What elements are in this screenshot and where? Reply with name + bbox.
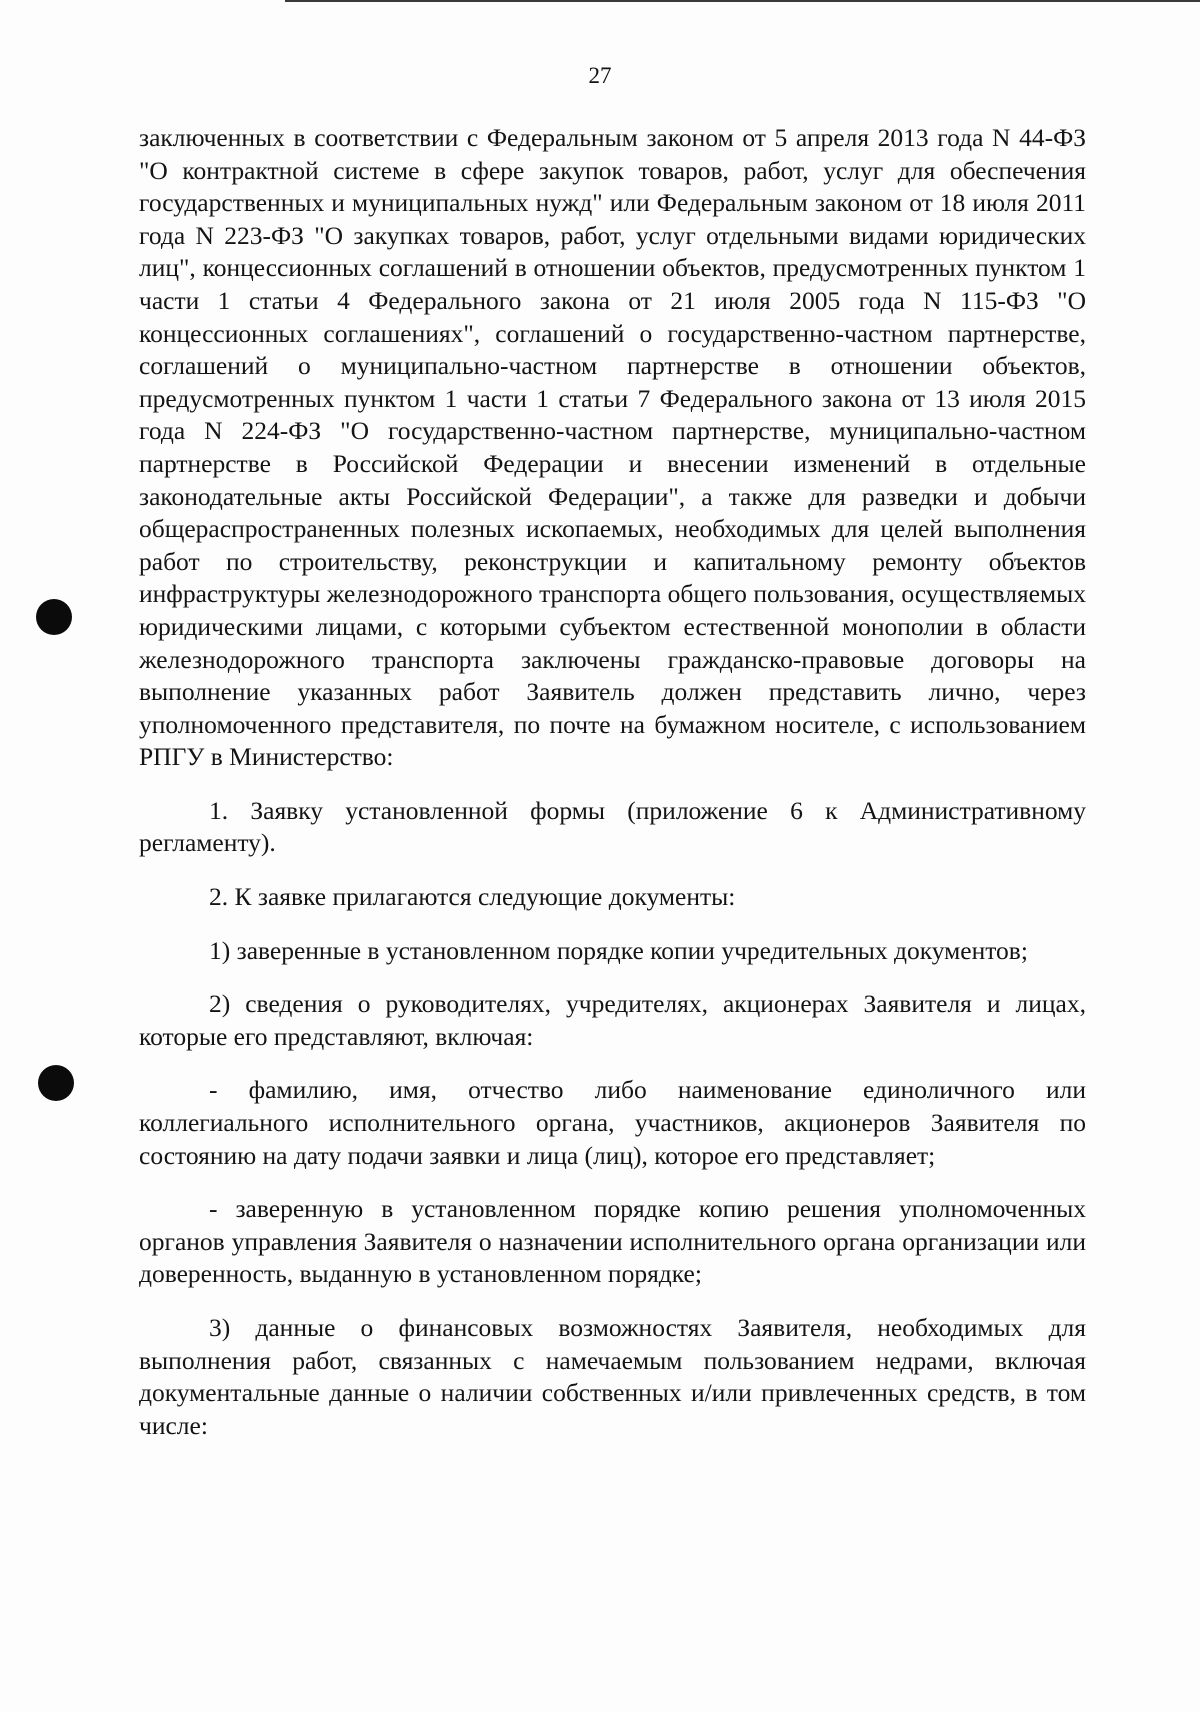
paragraph-continuation: заключенных в соответствии с Федеральным законом от 5 апреля 2013 года N 44-ФЗ "О контрактной системе в сфере закупок товаров, работ, услуг для обеспечения государственных и муниципальных нужд" или Федеральным законом от 18 июля 2011 года N 223-ФЗ "О закупках товаров, работ, услуг отдельными видами юридических лиц", концессионных соглашений в отношении объектов, предусмотренных пунктом 1 части 1 статьи 4 Федерального закона от 21 июля 2005 года N 115-ФЗ "О концессионных соглашениях", соглашений о государственно-частном партнерстве, соглашений о муниципально-частном партнерстве в отношении объектов, предусмотренных пунктом 1 части 1 статьи 7 Федерального закона от 13 июля 2015 года N 224-ФЗ "О государственно-частном партнерстве, муниципально-частном партнерстве в Российской Федерации и внесении изменений в отдельные законодательные акты Российской Федерации", а также для разведки и добычи общераспространенных полезных ископаемых, необходимых для целей выполнения работ по строительству, реконструкции и капитальному ремонту объектов инфраструктуры железнодорожного транспорта общего пользования, осуществляемых юридическими лицами, с которыми субъектом естественной монополии в области железнодорожного транспорта заключены гражданско-правовые договоры на выполнение указанных работ Заявитель должен представить лично, через уполномоченного представителя, по почте на бумажном носителе, с использованием РПГУ в Министерство: xyxy=(139,123,1086,772)
punch-hole-mark xyxy=(36,599,72,635)
paragraph-item-2-attachments: 2. К заявке прилагаются следующие документы: xyxy=(209,882,736,912)
paragraph-subitem-3-financial-data: 3) данные о финансовых возможностях Заявителя, необходимых для выполнения работ, связанных с намечаемым пользованием недрами, включая документальные данные о наличии собственных и/или привлеченных средств, в том числе: xyxy=(139,1313,1086,1440)
paragraph-dash-names: - фамилию, имя, отчество либо наименование единоличного или коллегиального исполнительного органа, участников, акционеров Заявителя по состоянию на дату подачи заявки и лица (лиц), которое его представляет; xyxy=(139,1075,1086,1170)
document-body xyxy=(139,122,1086,1442)
paragraph-dash-decision-copy: - заверенную в установленном порядке копию решения уполномоченных органов управления Заявителя о назначении исполнительного органа организации или доверенность, выданную в установленном порядке; xyxy=(139,1194,1086,1289)
page-number: 27 xyxy=(588,63,612,88)
punch-hole-mark xyxy=(38,1065,74,1101)
scan-edge-line xyxy=(285,0,1200,2)
paragraph-subitem-1-charter-copies: 1) заверенные в установленном порядке копии учредительных документов; xyxy=(209,935,1028,965)
paragraph-item-1-application: 1. Заявку установленной формы (приложение 6 к Административному регламенту). xyxy=(139,795,1086,858)
paragraph-subitem-2-management-info: 2) сведения о руководителях, учредителях, акционерах Заявителя и лицах, которые его представляют, включая: xyxy=(139,989,1086,1051)
